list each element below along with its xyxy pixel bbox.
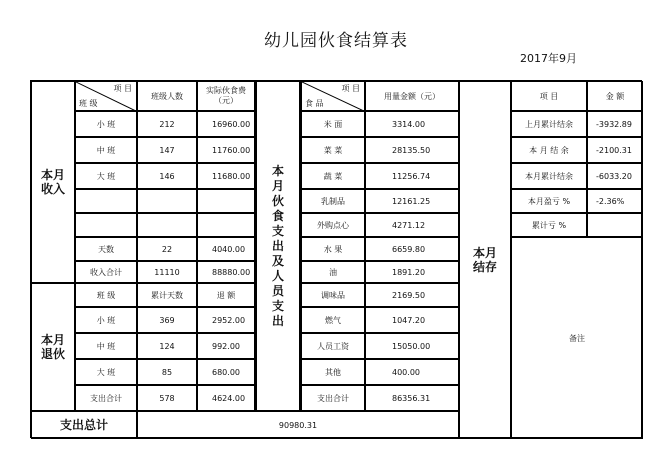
refund-row-days: 369	[137, 307, 197, 333]
income-row-count: 212	[137, 111, 197, 137]
refund-total-label: 支出合计	[75, 385, 137, 411]
refund-row-amount: 680.00	[197, 359, 255, 385]
balance-row-amount: -6033.20	[587, 163, 643, 189]
refund-total-amount: 4624.00	[197, 385, 255, 411]
balance-row-amount: -2100.31	[587, 137, 643, 163]
spend-row-label: 外购点心	[301, 213, 365, 237]
income-header-count: 班级人数	[137, 81, 197, 111]
settlement-table	[30, 80, 642, 438]
income-row-label: 中 班	[75, 137, 137, 163]
spend-section-label: 本月伙食支出及人员支出	[255, 81, 301, 411]
income-row-amount	[197, 213, 255, 237]
refund-row-label: 中 班	[75, 333, 137, 359]
income-row-label: 小 班	[75, 111, 137, 137]
refund-row-label: 大 班	[75, 359, 137, 385]
page-title: 幼儿园伙食结算表	[264, 31, 408, 51]
grand-total-label: 支出总计	[31, 411, 137, 439]
spend-header-item: 项 目	[341, 84, 360, 93]
refund-row-days: 85	[137, 359, 197, 385]
income-row-label	[75, 213, 137, 237]
refund-row-amount: 2952.00	[197, 307, 255, 333]
report-date: 2017年9月	[520, 52, 577, 65]
income-total-label: 收入合计	[75, 261, 137, 283]
balance-row-label: 本月盈亏 %	[511, 189, 587, 213]
income-header-diagonal-cell	[75, 81, 137, 111]
balance-row-label: 上月累计结余	[511, 111, 587, 137]
spend-row-amount: 28135.50	[365, 137, 459, 163]
balance-row-amount: -2.36%	[587, 189, 643, 213]
income-row-amount	[197, 189, 255, 213]
income-row-label	[75, 189, 137, 213]
balance-row-amount: -3932.89	[587, 111, 643, 137]
spend-row-label: 其他	[301, 359, 365, 385]
balance-row-label: 累计亏 %	[511, 213, 587, 237]
income-row-count	[137, 213, 197, 237]
income-row-label: 天数	[75, 237, 137, 261]
spend-row-label: 油	[301, 261, 365, 283]
income-row-count: 22	[137, 237, 197, 261]
balance-row-amount	[587, 213, 643, 237]
refund-header-days: 累计天数	[137, 283, 197, 307]
income-row-amount: 4040.00	[197, 237, 255, 261]
spend-row-amount: 3314.00	[365, 111, 459, 137]
spend-total-amount: 86356.31	[365, 385, 459, 411]
spend-row-label: 乳制品	[301, 189, 365, 213]
spend-row-label: 人员工资	[301, 333, 365, 359]
spend-row-amount: 12161.25	[365, 189, 459, 213]
income-row-count: 146	[137, 163, 197, 189]
refund-section-label: 本月退伙	[31, 283, 75, 411]
spend-row-label: 水 果	[301, 237, 365, 261]
spend-row-amount: 6659.80	[365, 237, 459, 261]
spend-row-label: 蔬 菜	[301, 163, 365, 189]
spend-row-amount: 15050.00	[365, 333, 459, 359]
income-row-amount: 11760.00	[197, 137, 255, 163]
income-total-amount: 88880.00	[197, 261, 255, 283]
refund-row-label: 小 班	[75, 307, 137, 333]
balance-note-cell	[511, 237, 643, 439]
spend-row-amount: 400.00	[365, 359, 459, 385]
spend-header-amount: 用量金额（元）	[365, 81, 459, 111]
income-header-class: 班 级	[79, 99, 98, 108]
income-header-amount: 实际伙食费（元）	[197, 81, 255, 111]
spend-header-diagonal-cell	[301, 81, 365, 111]
spend-row-label: 燃气	[301, 307, 365, 333]
balance-row-label: 本 月 结 余	[511, 137, 587, 163]
spend-row-amount: 2169.50	[365, 283, 459, 307]
income-row-amount: 11680.00	[197, 163, 255, 189]
spend-row-label: 米 面	[301, 111, 365, 137]
balance-header-amount: 金 额	[587, 81, 643, 111]
spend-header-food: 食 品	[305, 99, 324, 108]
spend-row-amount: 1891.20	[365, 261, 459, 283]
refund-total-days: 578	[137, 385, 197, 411]
balance-note-label: 备注	[569, 333, 585, 343]
balance-section-label: 本月结存	[459, 81, 511, 439]
income-header-item: 项 目	[113, 84, 132, 93]
spend-total-label: 支出合计	[301, 385, 365, 411]
income-row-label: 大 班	[75, 163, 137, 189]
refund-row-days: 124	[137, 333, 197, 359]
grand-total-amount: 90980.31	[137, 411, 459, 439]
refund-header-class: 班 级	[75, 283, 137, 307]
spend-row-amount: 11256.74	[365, 163, 459, 189]
income-row-count	[137, 189, 197, 213]
income-row-count: 147	[137, 137, 197, 163]
spend-row-label: 菜 菜	[301, 137, 365, 163]
refund-header-amount: 退 额	[197, 283, 255, 307]
income-section-label: 本月收入	[31, 81, 75, 283]
refund-row-amount: 992.00	[197, 333, 255, 359]
income-row-amount: 16960.00	[197, 111, 255, 137]
spend-row-amount: 1047.20	[365, 307, 459, 333]
spend-row-amount: 4271.12	[365, 213, 459, 237]
income-total-count: 11110	[137, 261, 197, 283]
balance-row-label: 本月累计结余	[511, 163, 587, 189]
balance-header-item: 项 目	[511, 81, 587, 111]
spend-row-label: 调味品	[301, 283, 365, 307]
